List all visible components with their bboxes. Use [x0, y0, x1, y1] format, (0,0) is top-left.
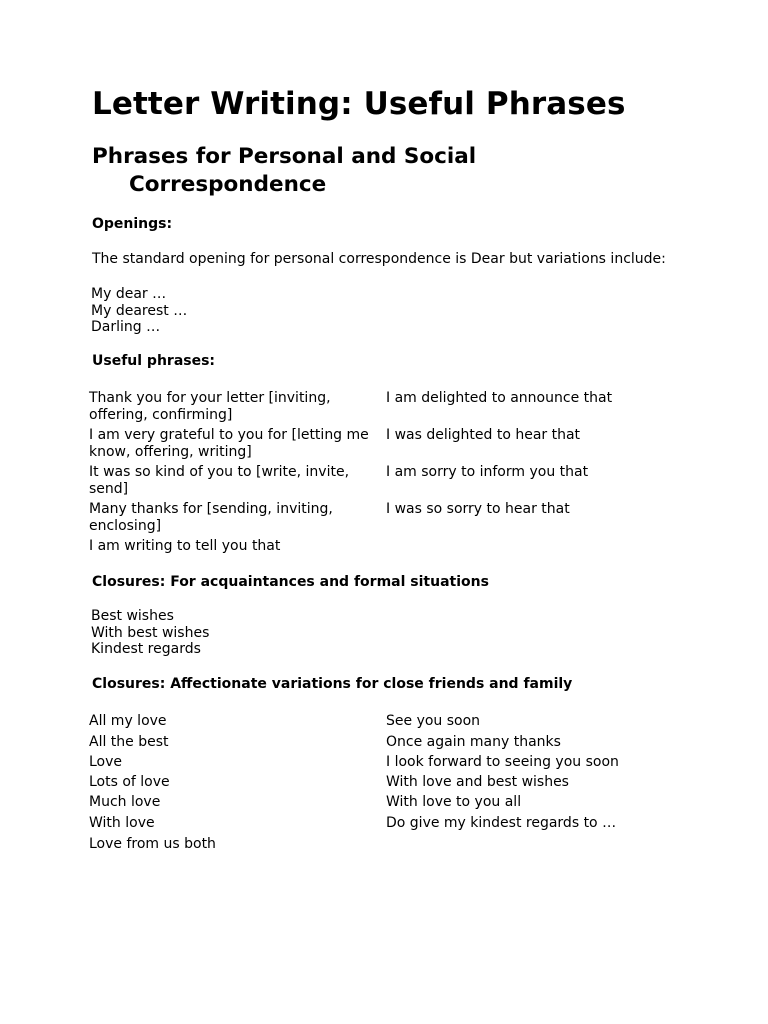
section-title-line2: Correspondence	[129, 172, 327, 197]
phrase-right: I was so sorry to hear that	[386, 501, 570, 517]
phrase-left: Many thanks for [sending, inviting, enclosing]	[89, 501, 333, 534]
section-title	[92, 143, 552, 199]
useful-phrases-heading: Useful phrases:	[92, 353, 216, 369]
closure-left: With love	[89, 815, 155, 831]
phrase-left: Thank you for your letter [inviting, offering, confirming]	[89, 390, 331, 423]
phrase-right: I am delighted to announce that	[386, 390, 613, 406]
closures-affectionate-heading: Closures: Affectionate variations for close friends and family	[92, 676, 573, 692]
closure-right: See you soon	[386, 713, 481, 729]
phrase-right: I was delighted to hear that	[386, 427, 581, 443]
openings-heading: Openings:	[92, 216, 173, 232]
section-title-line1: Phrases for Personal and Social	[92, 144, 477, 169]
closure-right: Once again many thanks	[386, 734, 561, 750]
list-item: Best wishes	[91, 608, 174, 624]
phrase-left: I am writing to tell you that	[89, 538, 281, 554]
phrase-right: I am sorry to inform you that	[386, 464, 589, 480]
phrase-left: I am very grateful to you for [letting me know, offering, writing]	[89, 427, 369, 460]
list-item: Kindest regards	[91, 641, 201, 657]
closure-right: With love to you all	[386, 794, 522, 810]
openings-list	[91, 286, 187, 336]
closure-left: Lots of love	[89, 774, 170, 790]
page-title: Letter Writing: Useful Phrases	[92, 86, 626, 122]
closures-formal-heading: Closures: For acquaintances and formal situations	[92, 574, 489, 590]
closure-right: With love and best wishes	[386, 774, 569, 790]
closure-left: All my love	[89, 713, 167, 729]
list-item: With best wishes	[91, 624, 210, 641]
closure-left: Love from us both	[89, 836, 216, 852]
closure-left: Much love	[89, 794, 161, 810]
list-item: My dearest …	[91, 302, 188, 319]
closure-left: Love	[89, 754, 123, 770]
closure-left: All the best	[89, 734, 169, 750]
closure-right: I look forward to seeing you soon	[386, 754, 619, 770]
openings-intro: The standard opening for personal correspondence is Dear but variations include:	[92, 251, 666, 267]
list-item: My dear …	[91, 286, 167, 302]
list-item: Darling …	[91, 319, 161, 335]
closures-formal-list	[91, 608, 209, 658]
closure-right: Do give my kindest regards to …	[386, 815, 617, 831]
phrase-left: It was so kind of you to [write, invite, send]	[89, 464, 350, 497]
